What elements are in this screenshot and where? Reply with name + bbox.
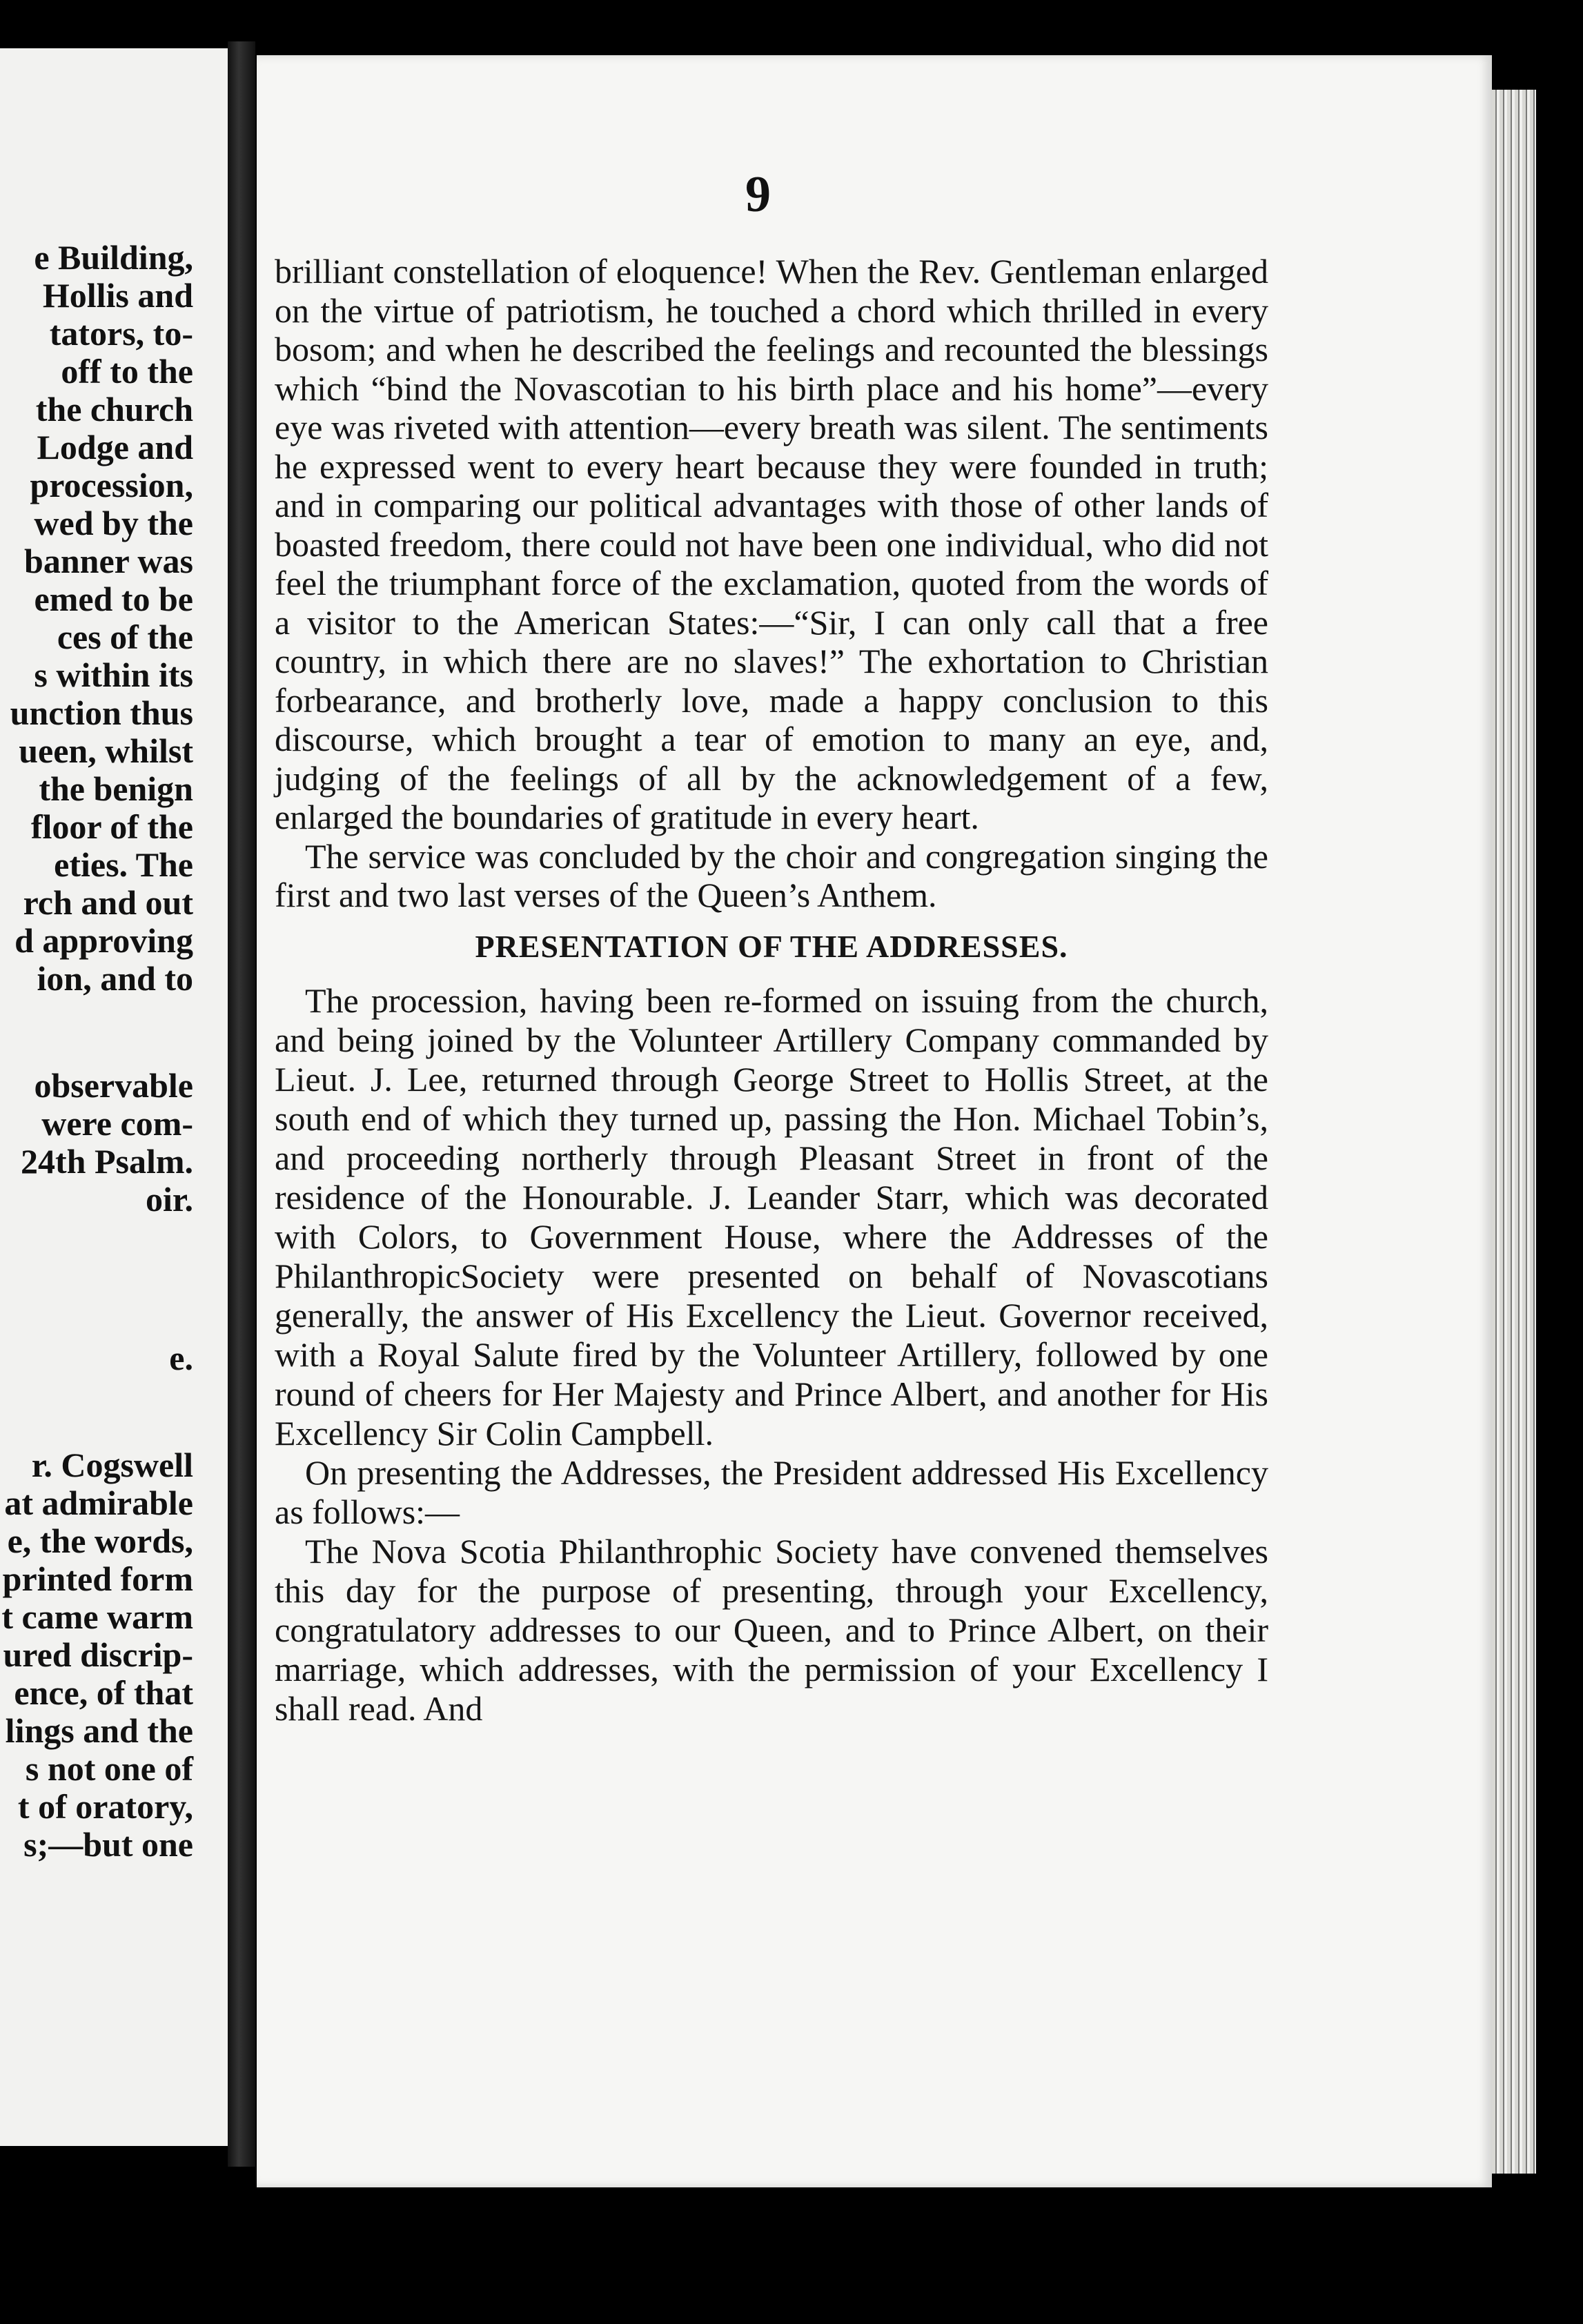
paragraph-service-concluded: The service was concluded by the choir and congregation singing the first and two last verses of the Queen’s Anthem. — [275, 836, 1268, 914]
facing-page-line: at admirable — [4, 1484, 193, 1522]
facing-page-line: e Building, — [34, 238, 193, 277]
facing-page-line: Hollis and — [42, 276, 193, 315]
facing-page-line: r. Cogswell — [31, 1446, 193, 1484]
facing-page-line: floor of the — [30, 807, 193, 846]
facing-page-line: ured discrip- — [3, 1635, 193, 1674]
facing-page-line: ces of the — [57, 618, 193, 656]
facing-page-line: eties. The — [54, 845, 193, 884]
facing-page — [0, 48, 232, 2146]
facing-page-line: procession, — [30, 466, 193, 504]
page-text — [275, 252, 1268, 1729]
paragraph-society-address: The Nova Scotia Philanthrophic Society have convened themselves this day for the purpose of presenting, through your Excellency, congratulatory addresses to our Queen, and to Prince Albert, on their marriage, which addresses, with the permission of your Excellency I shall read. And — [275, 1532, 1268, 1728]
facing-page-line: s not one of — [25, 1749, 193, 1788]
facing-page-line: ion, and to — [37, 959, 193, 998]
facing-page-line: 24th Psalm. — [21, 1142, 193, 1181]
paragraph-presenting: On presenting the Addresses, the President addressed His Excellency as follows:— — [275, 1453, 1268, 1531]
facing-page-line: e. — [169, 1339, 193, 1377]
facing-page-line: oir. — [146, 1180, 193, 1219]
facing-page-line: off to the — [61, 352, 193, 391]
page-number: 9 — [745, 166, 771, 223]
facing-page-line: e, the words, — [7, 1522, 193, 1560]
book-gutter — [228, 41, 255, 2167]
facing-page-line: d approving — [14, 921, 193, 960]
facing-page-line: s within its — [34, 656, 193, 694]
page-stack-edge — [1492, 90, 1536, 2174]
facing-page-line: printed form — [2, 1559, 193, 1598]
facing-page-line: ence, of that — [14, 1673, 193, 1712]
paragraph-eloquence: brilliant constellation of eloquence! When the Rev. Gentleman enlarged on the virtue of patriotism, he touched a chord which thrilled in every bosom; and when he described the feelings and recounted the blessings which “bind the Novascotian to his birth place and his home”—every eye was riveted with attention—every breath was silent. The sentiments he expressed went to every heart because they were founded in truth; and in comparing our political advantages with those of other lands of boasted freedom, there could not have been one individual, who did not feel the triumphant force of the exclamation, quoted from the words of a visitor to the American States:—“Sir, I can only call that a free country, in which there are no slaves!” The exhortation to Christian forbearance, and brotherly love, made a happy conclusion to this discourse, which brought a tear of emotion to many an eye, and, judging of the feelings of all by the acknowledgement of a few, enlarged the boundaries of gratitude in every heart. — [275, 252, 1268, 836]
facing-page-line: lings and the — [5, 1711, 193, 1750]
facing-page-line: rch and out — [23, 883, 193, 922]
facing-page-line: ueen, whilst — [19, 731, 193, 770]
facing-page-line: were com- — [41, 1104, 193, 1143]
facing-page-line: Lodge and — [37, 428, 193, 466]
facing-page-line: observable — [34, 1066, 193, 1105]
facing-page-line: tators, to- — [49, 314, 193, 353]
facing-page-line: t came warm — [1, 1597, 193, 1636]
facing-page-line: the benign — [39, 769, 193, 808]
paragraph-procession: The procession, having been re-formed on issuing from the church, and being joined by the Volunteer Artillery Company commanded by Lieut. J. Lee, returned through George Street to Hollis Street, at the south end of which they turned up, passing the Hon. Michael Tobin’s, and proceeding northerly through Pleasant Street in front of the residence of the Honourable. J. Leander Starr, which was decorated with Colors, to Government House, where the Addresses of the PhilanthropicSociety were presented on behalf of Novascotians generally, the answer of His Excellency the Lieut. Governor received, with a Royal Salute fired by the Volunteer Artillery, followed by one round of cheers for Her Majesty and Prince Albert, and another for His Excellency Sir Colin Campbell. — [275, 981, 1268, 1452]
facing-page-line: unction thus — [10, 693, 193, 732]
facing-page-line: wed by the — [34, 504, 193, 542]
facing-page-line: banner was — [24, 542, 193, 580]
facing-page-line: the church — [35, 390, 193, 429]
facing-page-line: t of oratory, — [17, 1787, 193, 1826]
facing-page-line: emed to be — [34, 580, 193, 618]
section-heading: PRESENTATION OF THE ADDRESSES. — [475, 928, 1068, 964]
facing-page-line: s;—but one — [23, 1825, 193, 1864]
